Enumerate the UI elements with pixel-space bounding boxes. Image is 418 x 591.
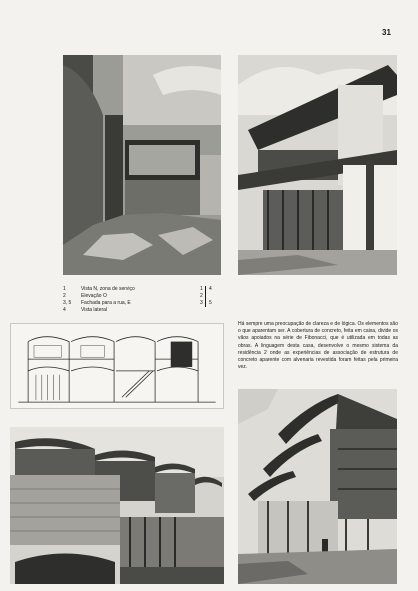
caption-number: 3, 5	[63, 300, 72, 306]
elevation-drawing	[10, 323, 224, 409]
layout-key-cell	[209, 293, 215, 300]
photo-west-elevation	[238, 55, 397, 275]
page-number: 31	[382, 28, 391, 37]
caption-number: 1	[63, 286, 66, 292]
caption-item	[63, 300, 223, 307]
caption-text: Fachada para a rua, E	[81, 300, 131, 306]
caption-text: Vista lateral	[81, 307, 108, 313]
layout-key-cell: 1	[200, 286, 206, 293]
caption-item	[63, 307, 223, 314]
photo-north-view	[63, 55, 221, 275]
caption-text: Elevação O	[81, 293, 107, 299]
caption-list	[63, 286, 223, 314]
photo-side-view	[238, 389, 397, 584]
layout-key-cell: 3	[200, 300, 206, 307]
caption-number: 2	[63, 293, 66, 299]
caption-item	[63, 293, 223, 300]
photo-street-facade	[10, 427, 224, 584]
layout-key-cell: 5	[209, 300, 212, 306]
caption-text: Vista N, zona de serviço	[81, 286, 135, 292]
body-paragraph: Há sempre uma preocupação de clareza e de lógica. Os elementos são o que aparentam ser. A cobertura de concreto, feita em caixa, divide os vãos apoiados na série de Fibonacci, que é utilizada em todas as obras. A linguagem desta casa, desenvolve o mesmo sistema da residência 2 onde as experiências de associação de estrutura de concreto aparente com alvenaria revestida foram feitas pela primeira vez.	[238, 321, 398, 371]
caption-number: 4	[63, 307, 66, 313]
layout-key	[200, 286, 215, 307]
layout-key-cell: 4	[209, 286, 212, 292]
layout-key-cell: 2	[200, 293, 206, 300]
caption-item	[63, 286, 223, 293]
